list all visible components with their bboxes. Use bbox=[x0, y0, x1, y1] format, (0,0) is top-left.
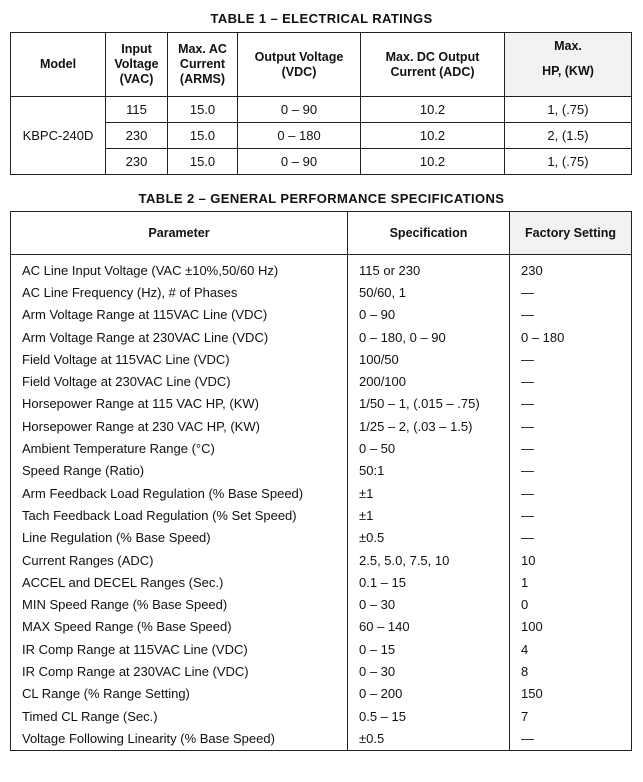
parameter-cell: Arm Voltage Range at 115VAC Line (VDC) bbox=[11, 304, 348, 326]
parameter-cell: MAX Speed Range (% Base Speed) bbox=[11, 616, 348, 638]
header-model: Model bbox=[11, 33, 106, 97]
ac-current-cell: 15.0 bbox=[168, 123, 238, 149]
parameter-cell: Arm Voltage Range at 230VAC Line (VDC) bbox=[11, 326, 348, 348]
hp-cell: 2, (1.5) bbox=[505, 123, 632, 149]
header-factory-setting: Factory Setting bbox=[510, 212, 632, 255]
parameter-cell: AC Line Frequency (Hz), # of Phases bbox=[11, 281, 348, 303]
table1-header-row bbox=[11, 33, 632, 97]
specification-cell: 0 – 50 bbox=[348, 437, 510, 459]
factory-setting-cell: — bbox=[510, 482, 632, 504]
specification-cell: 100/50 bbox=[348, 348, 510, 370]
table-row bbox=[11, 348, 632, 370]
table-row bbox=[11, 705, 632, 727]
specification-cell: 0.5 – 15 bbox=[348, 705, 510, 727]
factory-setting-cell: — bbox=[510, 370, 632, 392]
table-row bbox=[11, 415, 632, 437]
table-row bbox=[11, 504, 632, 526]
specification-cell: ±1 bbox=[348, 482, 510, 504]
specification-cell: ±0.5 bbox=[348, 527, 510, 549]
parameter-cell: Speed Range (Ratio) bbox=[11, 460, 348, 482]
table2-title: TABLE 2 – GENERAL PERFORMANCE SPECIFICATIONS bbox=[138, 191, 505, 206]
output-voltage-cell: 0 – 90 bbox=[238, 97, 361, 123]
specification-cell: 115 or 230 bbox=[348, 255, 510, 282]
factory-setting-cell: 8 bbox=[510, 660, 632, 682]
ac-current-cell: 15.0 bbox=[168, 97, 238, 123]
factory-setting-cell: — bbox=[510, 281, 632, 303]
parameter-cell: Horsepower Range at 230 VAC HP, (KW) bbox=[11, 415, 348, 437]
header-input-voltage: Input Voltage (VAC) bbox=[106, 33, 168, 97]
input-voltage-cell: 115 bbox=[106, 97, 168, 123]
output-voltage-cell: 0 – 90 bbox=[238, 149, 361, 175]
parameter-cell: MIN Speed Range (% Base Speed) bbox=[11, 593, 348, 615]
factory-setting-cell: — bbox=[510, 415, 632, 437]
performance-specs-table bbox=[10, 211, 632, 751]
table-row bbox=[11, 393, 632, 415]
specification-cell: ±0.5 bbox=[348, 727, 510, 750]
factory-setting-cell: 7 bbox=[510, 705, 632, 727]
ac-current-cell: 15.0 bbox=[168, 149, 238, 175]
table-row bbox=[11, 527, 632, 549]
parameter-cell: Tach Feedback Load Regulation (% Set Speed) bbox=[11, 504, 348, 526]
header-max-hp bbox=[505, 33, 632, 97]
table-row bbox=[11, 616, 632, 638]
table2-header-row bbox=[11, 212, 632, 255]
dc-current-cell: 10.2 bbox=[361, 149, 505, 175]
output-voltage-cell: 0 – 180 bbox=[238, 123, 361, 149]
specification-cell: 0 – 30 bbox=[348, 593, 510, 615]
table-row bbox=[11, 460, 632, 482]
specification-cell: 60 – 140 bbox=[348, 616, 510, 638]
model-cell: KBPC-240D bbox=[11, 97, 106, 175]
factory-setting-cell: — bbox=[510, 504, 632, 526]
factory-setting-cell: 0 bbox=[510, 593, 632, 615]
parameter-cell: IR Comp Range at 115VAC Line (VDC) bbox=[11, 638, 348, 660]
table-row bbox=[11, 97, 632, 123]
input-voltage-cell: 230 bbox=[106, 149, 168, 175]
table-row bbox=[11, 437, 632, 459]
table-row bbox=[11, 255, 632, 282]
factory-setting-cell: 4 bbox=[510, 638, 632, 660]
specification-cell: 0 – 200 bbox=[348, 683, 510, 705]
parameter-cell: Arm Feedback Load Regulation (% Base Speed) bbox=[11, 482, 348, 504]
specification-cell: 0 – 30 bbox=[348, 660, 510, 682]
specification-cell: 50/60, 1 bbox=[348, 281, 510, 303]
factory-setting-cell: — bbox=[510, 527, 632, 549]
header-max-dc-current: Max. DC Output Current (ADC) bbox=[361, 33, 505, 97]
input-voltage-cell: 230 bbox=[106, 123, 168, 149]
factory-setting-cell: 10 bbox=[510, 549, 632, 571]
parameter-cell: Horsepower Range at 115 VAC HP, (KW) bbox=[11, 393, 348, 415]
parameter-cell: Field Voltage at 230VAC Line (VDC) bbox=[11, 370, 348, 392]
table-row bbox=[11, 326, 632, 348]
specification-cell: 1/50 – 1, (.015 – .75) bbox=[348, 393, 510, 415]
specification-cell: 2.5, 5.0, 7.5, 10 bbox=[348, 549, 510, 571]
factory-setting-cell: — bbox=[510, 348, 632, 370]
specification-cell: 0 – 90 bbox=[348, 304, 510, 326]
parameter-cell: IR Comp Range at 230VAC Line (VDC) bbox=[11, 660, 348, 682]
specification-cell: 0.1 – 15 bbox=[348, 571, 510, 593]
factory-setting-cell: 1 bbox=[510, 571, 632, 593]
header-output-voltage: Output Voltage (VDC) bbox=[238, 33, 361, 97]
factory-setting-cell: — bbox=[510, 437, 632, 459]
factory-setting-cell: 100 bbox=[510, 616, 632, 638]
parameter-cell: ACCEL and DECEL Ranges (Sec.) bbox=[11, 571, 348, 593]
table-row bbox=[11, 683, 632, 705]
factory-setting-cell: 0 – 180 bbox=[510, 326, 632, 348]
electrical-ratings-table bbox=[10, 32, 632, 175]
table-row bbox=[11, 660, 632, 682]
parameter-cell: Field Voltage at 115VAC Line (VDC) bbox=[11, 348, 348, 370]
table-row bbox=[11, 638, 632, 660]
parameter-cell: Line Regulation (% Base Speed) bbox=[11, 527, 348, 549]
hp-cell: 1, (.75) bbox=[505, 97, 632, 123]
factory-setting-cell: — bbox=[510, 304, 632, 326]
factory-setting-cell: — bbox=[510, 393, 632, 415]
table1-title: TABLE 1 – ELECTRICAL RATINGS bbox=[210, 11, 433, 26]
parameter-cell: AC Line Input Voltage (VAC ±10%,50/60 Hz) bbox=[11, 255, 348, 282]
specification-cell: 0 – 180, 0 – 90 bbox=[348, 326, 510, 348]
header-parameter: Parameter bbox=[11, 212, 348, 255]
dc-current-cell: 10.2 bbox=[361, 123, 505, 149]
specification-cell: 200/100 bbox=[348, 370, 510, 392]
factory-setting-cell: 150 bbox=[510, 683, 632, 705]
hp-cell: 1, (.75) bbox=[505, 149, 632, 175]
parameter-cell: Current Ranges (ADC) bbox=[11, 549, 348, 571]
header-specification: Specification bbox=[348, 212, 510, 255]
factory-setting-cell: 230 bbox=[510, 255, 632, 282]
header-max-hp-line1: Max. bbox=[554, 39, 582, 53]
factory-setting-cell: — bbox=[510, 727, 632, 750]
table-row bbox=[11, 727, 632, 750]
table-row bbox=[11, 571, 632, 593]
parameter-cell: CL Range (% Range Setting) bbox=[11, 683, 348, 705]
factory-setting-cell: — bbox=[510, 460, 632, 482]
table-row bbox=[11, 549, 632, 571]
specification-cell: 1/25 – 2, (.03 – 1.5) bbox=[348, 415, 510, 437]
table-row bbox=[11, 304, 632, 326]
parameter-cell: Timed CL Range (Sec.) bbox=[11, 705, 348, 727]
specification-cell: ±1 bbox=[348, 504, 510, 526]
table-row bbox=[11, 281, 632, 303]
table-row bbox=[11, 370, 632, 392]
specification-cell: 0 – 15 bbox=[348, 638, 510, 660]
specification-cell: 50:1 bbox=[348, 460, 510, 482]
table-row bbox=[11, 482, 632, 504]
parameter-cell: Ambient Temperature Range (°C) bbox=[11, 437, 348, 459]
table-row bbox=[11, 593, 632, 615]
header-max-ac-current: Max. AC Current (ARMS) bbox=[168, 33, 238, 97]
parameter-cell: Voltage Following Linearity (% Base Speed) bbox=[11, 727, 348, 750]
dc-current-cell: 10.2 bbox=[361, 97, 505, 123]
header-max-hp-line2: HP, (KW) bbox=[542, 64, 594, 78]
